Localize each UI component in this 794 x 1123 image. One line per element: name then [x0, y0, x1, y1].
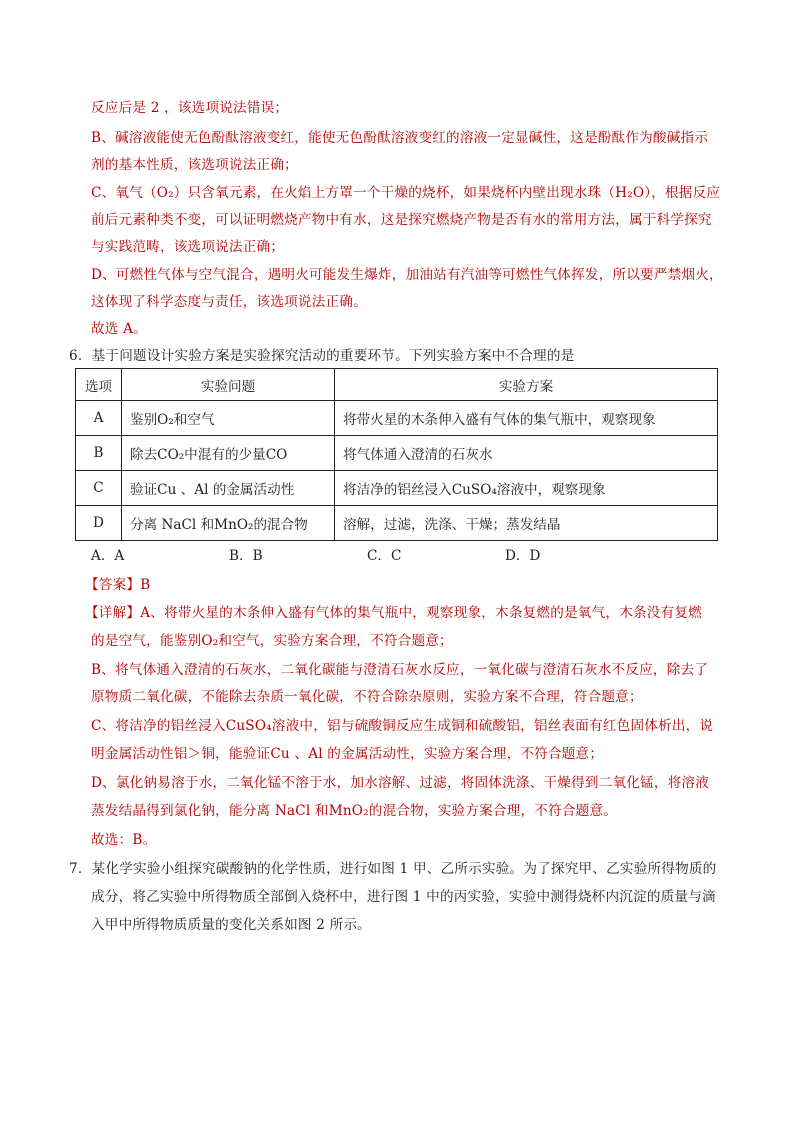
table-row: [76, 436, 718, 471]
detail-line: 蒸发结晶得到氯化钠，能分离 NaCl 和MnO₂的混合物，实验方案合理，不符合题意。: [91, 803, 618, 819]
table-header-row: [76, 369, 718, 401]
answer-label: 【答案】: [85, 577, 141, 593]
table-header: 实验方案: [335, 369, 718, 401]
explanation-line: 故选 A。: [91, 321, 147, 337]
explanation-line: B、碱溶液能使无色酚酞溶液变红，能使无色酚酞溶液变红的溶液一定显碱性，这是酚酞作为酸碱指示: [91, 130, 709, 146]
table-cell: 验证Cu 、Al 的金属活动性: [122, 471, 335, 506]
explanation-line: D、可燃性气体与空气混合，遇明火可能发生爆炸，加油站有汽油等可燃性气体挥发，所以要严禁烟火，: [91, 267, 723, 283]
detail-line: 原物质二氧化碳，不能除去杂质一氧化碳，不符合除杂原则，实验方案不合理，符合题意；: [91, 689, 643, 705]
table-header: 实验问题: [122, 369, 335, 401]
table-cell: 分离 NaCl 和MnO₂的混合物: [122, 506, 335, 541]
table-cell: D: [76, 506, 122, 541]
table-header: 选项: [76, 369, 122, 401]
experiment-table: [75, 368, 718, 541]
table-cell: 除去CO₂中混有的少量CO: [122, 436, 335, 471]
option-c: C．C: [367, 548, 402, 564]
table-cell: B: [76, 436, 122, 471]
option-a: A．A: [91, 548, 125, 564]
table-cell: 将洁净的铝丝浸入CuSO₄溶液中，观察现象: [335, 471, 718, 506]
table-cell: C: [76, 471, 122, 506]
detail-line: B、将气体通入澄清的石灰水，二氧化碳能与澄清石灰水反应，一氧化碳与澄清石灰水不反应，除去了: [91, 662, 709, 678]
answer-line: [85, 573, 150, 593]
option-b: B．B: [229, 548, 263, 564]
detail-line: 的是空气，能鉴别O₂和空气，实验方案合理，不符合题意；: [91, 633, 453, 649]
option-d: D．D: [505, 548, 541, 564]
table-row: [76, 401, 718, 436]
question-6-stem: 6．基于问题设计实验方案是实验探究活动的重要环节。下列实验方案中不合理的是: [69, 348, 575, 364]
table-cell: 溶解，过滤，洗涤、干燥；蒸发结晶: [335, 506, 718, 541]
detail-line: C、将洁净的铝丝浸入CuSO₄溶液中，铝与硫酸铜反应生成铜和硫酸铝，铝丝表面有红色固体析出，说: [91, 718, 714, 734]
detail-line: 故选：B。: [91, 832, 157, 848]
table-row: [76, 506, 718, 541]
detail-line: 明金属活动性铝＞铜，能验证Cu 、Al 的金属活动性，实验方案合理，不符合题意；: [91, 746, 604, 762]
question-7-line: 成分，将乙实验中所得物质全部倒入烧杯中，进行图 1 中的丙实验，实验中测得烧杯内沉淀的质量与滴: [91, 889, 716, 905]
explanation-line: 这体现了科学态度与责任，该选项说法正确。: [91, 294, 367, 310]
detail-label: 【详解】: [85, 605, 141, 621]
table-cell: 将气体通入澄清的石灰水: [335, 436, 718, 471]
table-cell: A: [76, 401, 122, 436]
table-cell: 将带火星的木条伸入盛有气体的集气瓶中，观察现象: [335, 401, 718, 436]
explanation-line: C、氧气（O₂）只含氧元素，在火焰上方罩一个干燥的烧杯，如果烧杯内壁出现水珠（H₂O），根据反应: [91, 185, 721, 201]
detail-text: A、将带火星的木条伸入盛有气体的集气瓶中，观察现象，木条复燃的是氧气，木条没有复燃: [140, 605, 702, 621]
explanation-line: 剂的基本性质，该选项说法正确；: [91, 157, 298, 173]
answer-options: [91, 544, 643, 564]
table-cell: 鉴别O₂和空气: [122, 401, 335, 436]
explanation-line: 前后元素种类不变，可以证明燃烧产物中有水，这是探究燃烧产物是否有水的常用方法，属于科学探究: [91, 212, 712, 228]
explanation-line: 与实践范畴，该选项说法正确；: [91, 239, 285, 255]
answer-value: B: [140, 577, 151, 593]
detail-line: [85, 601, 702, 621]
question-7-line: 7．某化学实验小组探究碳酸钠的化学性质，进行如图 1 甲、乙所示实验。为了探究甲、乙实验所得物质的: [69, 861, 717, 877]
question-7-line: 入甲中所得物质质量的变化关系如图 2 所示。: [91, 917, 371, 933]
explanation-line: 反应后是 2 ，该选项说法错误；: [91, 100, 289, 116]
table-row: [76, 471, 718, 506]
detail-line: D、氯化钠易溶于水，二氧化锰不溶于水，加水溶解、过滤，将固体洗涤、干燥得到二氧化锰，将溶液: [91, 775, 710, 791]
